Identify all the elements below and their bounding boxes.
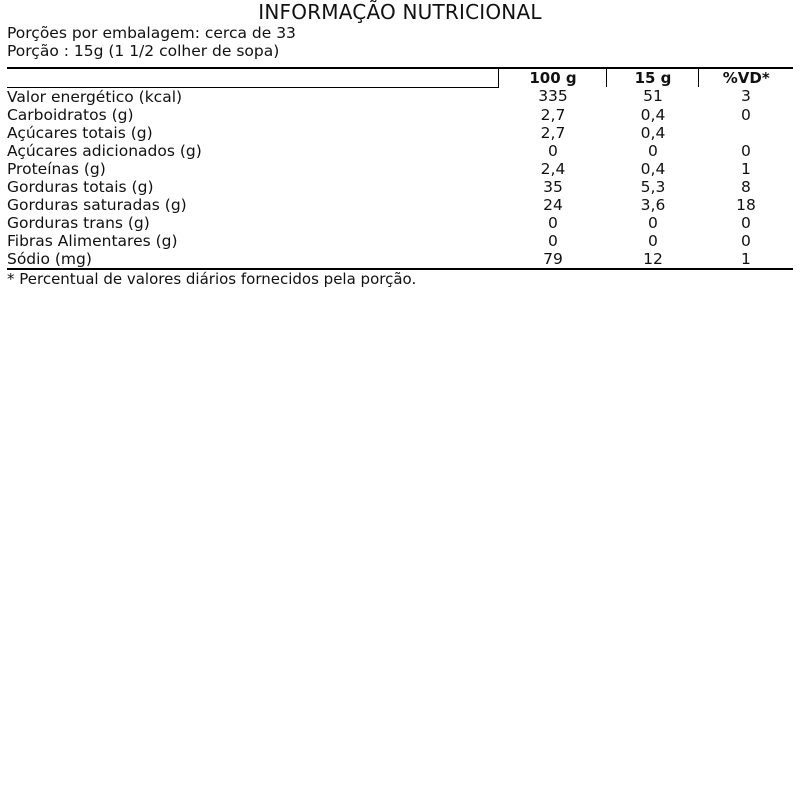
table-row <box>7 142 793 160</box>
table-row <box>7 87 793 106</box>
value-per-serving: 0,4 <box>640 123 666 142</box>
column-header-blank <box>7 68 499 87</box>
column-header-vd: %VD* <box>722 69 770 87</box>
value-per-100g: 0 <box>548 231 558 250</box>
value-per-serving: 0 <box>648 141 658 160</box>
table-row <box>7 214 793 232</box>
value-per-100g: 0 <box>548 141 558 160</box>
nutrient-name: Gorduras saturadas (g) <box>6 195 187 214</box>
table-row <box>7 124 793 142</box>
value-per-serving: 0,4 <box>640 105 666 124</box>
table-row <box>7 196 793 214</box>
nutrient-name: Açúcares adicionados (g) <box>6 141 202 160</box>
value-vd: 1 <box>741 159 751 178</box>
nutrient-name: Sódio (mg) <box>7 250 499 269</box>
page-title: INFORMAÇÃO NUTRICIONAL <box>258 0 542 24</box>
value-per-serving: 5,3 <box>640 177 666 196</box>
servings-per-package-row <box>7 24 793 42</box>
value-per-100g: 79 <box>499 250 607 269</box>
value-vd: 0 <box>741 231 751 250</box>
table-row <box>7 178 793 196</box>
value-vd <box>699 124 793 142</box>
column-header-per-serving: 15 g <box>607 68 699 87</box>
daily-value-footnote: * Percentual de valores diários fornecidos pela porção. <box>6 269 417 288</box>
column-header-row <box>7 68 793 87</box>
column-header-per-100g: 100 g <box>499 68 607 87</box>
nutrient-name: Açúcares totais (g) <box>6 123 153 142</box>
title-row <box>7 0 793 24</box>
value-per-serving: 3,6 <box>640 195 666 214</box>
nutrient-name: Proteínas (g) <box>6 159 106 178</box>
value-per-100g: 2,4 <box>540 159 566 178</box>
value-vd: 0 <box>741 141 751 160</box>
value-vd: 0 <box>741 105 751 124</box>
value-vd: 1 <box>699 250 793 269</box>
value-vd: 8 <box>741 177 751 196</box>
table-row <box>7 106 793 124</box>
value-per-100g: 0 <box>548 213 558 232</box>
servings-per-package: Porções por embalagem: cerca de 33 <box>6 24 296 42</box>
nutrient-name: Valor energético (kcal) <box>6 87 183 106</box>
table-row <box>7 250 793 269</box>
nutrient-name: Gorduras trans (g) <box>6 213 150 232</box>
nutrition-table <box>7 0 793 288</box>
value-per-100g: 24 <box>543 195 563 214</box>
serving-size-row <box>7 42 793 68</box>
value-per-serving: 0 <box>648 231 658 250</box>
value-vd: 18 <box>736 195 756 214</box>
nutrient-name: Carboidratos (g) <box>6 105 134 124</box>
value-per-100g: 35 <box>543 177 563 196</box>
value-per-serving: 51 <box>643 87 663 106</box>
value-vd: 3 <box>741 87 751 106</box>
value-per-100g: 2,7 <box>540 123 566 142</box>
value-per-100g: 335 <box>538 87 568 106</box>
value-per-serving: 0,4 <box>640 159 666 178</box>
footnote-row <box>7 269 793 288</box>
table-row <box>7 232 793 250</box>
serving-size: Porção : 15g (1 1/2 colher de sopa) <box>7 42 793 68</box>
value-per-100g: 2,7 <box>540 105 566 124</box>
value-per-serving: 12 <box>607 250 699 269</box>
nutrition-facts-label <box>0 0 800 288</box>
value-per-serving: 0 <box>648 213 658 232</box>
value-vd: 0 <box>741 213 751 232</box>
table-row <box>7 160 793 178</box>
nutrient-name: Fibras Alimentares (g) <box>6 231 178 250</box>
nutrient-name: Gorduras totais (g) <box>6 177 154 196</box>
